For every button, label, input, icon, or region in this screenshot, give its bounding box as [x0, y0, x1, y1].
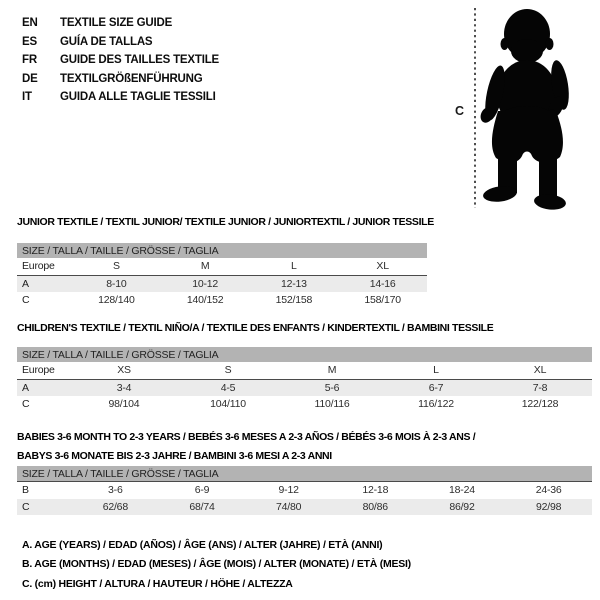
size-header-bar: SIZE / TALLA / TAILLE / GRÖSSE / TAGLIA	[17, 243, 427, 258]
table-cell: 80/86	[362, 500, 388, 513]
table-cell: 92/98	[536, 500, 562, 513]
table-row	[17, 499, 592, 516]
size-header-bar: SIZE / TALLA / TAILLE / GRÖSSE / TAGLIA	[17, 466, 592, 482]
language-code: IT	[22, 91, 32, 104]
size-header-bar-row	[17, 466, 592, 482]
language-code: EN	[22, 17, 38, 30]
size-header-bar-row	[17, 243, 427, 258]
footnote-b: B. AGE (MONTHS) / EDAD (MESES) / ÂGE (MOIS) / ALTER (MONATE) / ETÀ (MESI)	[22, 558, 411, 571]
table-title-line2: BABYS 3-6 MONATE BIS 2-3 JAHRE / BAMBINI 3-6 MESI A 2-3 ANNI	[17, 450, 332, 462]
language-code: DE	[22, 72, 38, 85]
guide-title: GUIDE DES TAILLES TEXTILE	[60, 54, 219, 67]
table-cell: M	[327, 364, 337, 377]
table-row	[17, 292, 427, 309]
footnote-a: A. AGE (YEARS) / EDAD (AÑOS) / ÂGE (ANS) / ALTER (JAHRE) / ETÀ (ANNI)	[22, 539, 383, 551]
table-cell: 6-9	[159, 482, 246, 499]
table-title: BABIES 3-6 MONTH TO 2-3 YEARS / BEBÉS 3-6 MESES A 2-3 AÑOS / BÉBÉS 3-6 MOIS À 2-3 ANS /	[17, 431, 476, 443]
table-cell: 14-16	[338, 275, 427, 292]
footnotes	[22, 536, 411, 594]
table-cell: L	[291, 260, 297, 273]
row-label: Europe	[22, 364, 55, 377]
size-header-row	[17, 362, 592, 379]
table-cell: 3-4	[72, 379, 176, 396]
table-cell: L	[433, 364, 439, 377]
row-label: C	[22, 294, 30, 307]
row-label: C	[22, 398, 30, 411]
table-cell: 4-5	[176, 379, 280, 396]
table-cell: 3-6	[72, 482, 159, 499]
baby-silhouette-icon	[469, 5, 579, 215]
row-label: B	[17, 482, 72, 499]
language-row	[22, 14, 219, 33]
size-header-row	[17, 258, 427, 275]
footnote-c: C. (cm) HEIGHT / ALTURA / HAUTEUR / HÖHE / ALTEZZA	[22, 577, 293, 590]
table-cell: 104/110	[210, 398, 246, 411]
table-cell: 7-8	[488, 379, 592, 396]
table-cell: 122/128	[521, 398, 559, 411]
table-cell: XL	[533, 364, 547, 377]
guide-title: GUÍA DE TALLAS	[60, 35, 153, 48]
guide-title: GUIDA ALLE TAGLIE TESSILI	[60, 91, 216, 104]
row-label: A	[17, 275, 72, 292]
guide-title: TEXTILGRÖßENFÜHRUNG	[60, 72, 203, 85]
table-cell: 24-36	[505, 482, 592, 499]
table-cell: 110/116	[314, 398, 350, 411]
table-row	[17, 275, 427, 292]
table-cell: 18-24	[419, 482, 506, 499]
table-cell: 140/152	[186, 294, 224, 307]
table-cell: 5-6	[280, 379, 384, 396]
guide-title: TEXTILE SIZE GUIDE	[60, 17, 173, 30]
language-code: ES	[22, 35, 37, 48]
language-code: FR	[22, 54, 37, 67]
table-cell: 9-12	[245, 482, 332, 499]
row-label: C	[22, 500, 30, 513]
table-cell: 152/158	[275, 294, 313, 307]
table-cell: 98/104	[108, 398, 140, 411]
table-title: JUNIOR TEXTILE / TEXTIL JUNIOR/ TEXTILE JUNIOR / JUNIORTEXTIL / JUNIOR TESSILE	[17, 216, 434, 228]
table-cell: M	[200, 260, 210, 273]
size-table-babies	[17, 466, 592, 515]
table-cell: 8-10	[72, 275, 161, 292]
table-cell: 6-7	[384, 379, 488, 396]
table-cell: 12-18	[332, 482, 419, 499]
table-row	[17, 482, 592, 499]
language-row	[22, 33, 219, 52]
baby-silhouette-shape	[478, 9, 572, 211]
language-row	[22, 70, 219, 89]
table-cell: S	[224, 364, 232, 377]
table-cell: 62/68	[102, 500, 128, 513]
baby-figure	[469, 5, 579, 215]
table-cell: 86/92	[449, 500, 475, 513]
language-title-list	[22, 14, 219, 107]
size-header-bar: SIZE / TALLA / TAILLE / GRÖSSE / TAGLIA	[17, 347, 592, 362]
table-cell: XS	[117, 364, 131, 377]
table-cell: 68/74	[189, 500, 215, 513]
table-section-babies	[17, 428, 592, 515]
table-cell: XL	[376, 260, 389, 273]
row-label: Europe	[22, 260, 55, 273]
table-cell: S	[112, 260, 120, 273]
table-cell: 10-12	[161, 275, 250, 292]
table-section-junior	[17, 216, 434, 309]
size-table-children	[17, 347, 592, 413]
table-cell: 128/140	[98, 294, 135, 307]
size-table-junior	[17, 243, 427, 309]
table-title: CHILDREN'S TEXTILE / TEXTIL NIÑO/A / TEXTILE DES ENFANTS / KINDERTEXTIL / BAMBINI TESSILE	[17, 322, 494, 334]
language-row	[22, 51, 219, 70]
height-measure-label: C	[455, 104, 465, 118]
table-cell: 12-13	[250, 275, 339, 292]
table-cell: 158/170	[364, 294, 401, 307]
language-row	[22, 88, 219, 107]
size-header-bar-row	[17, 347, 592, 362]
table-row	[17, 379, 592, 396]
table-row	[17, 396, 592, 413]
table-cell: 116/122	[418, 398, 454, 411]
table-section-children	[17, 322, 592, 413]
table-cell: 74/80	[276, 500, 302, 513]
row-label: A	[17, 379, 72, 396]
